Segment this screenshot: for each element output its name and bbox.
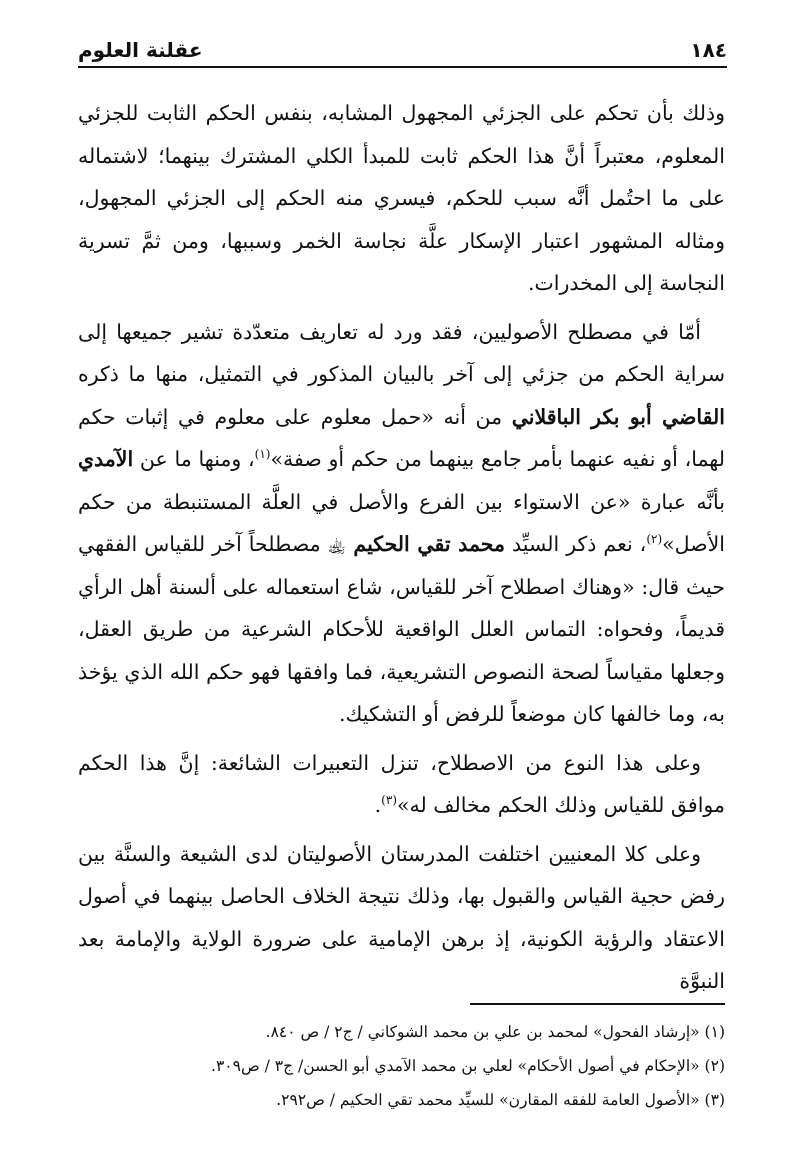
paragraph-4 (78, 833, 725, 1003)
paragraph-2 (78, 311, 725, 736)
paragraph-4-text: وعلى كلا المعنيين اختلفت المدرستان الأصوليتان لدى الشيعة والسنَّة بين رفض حجية القياس والقبول بها، وذلك نتيجة الخلاف الحاصل بينهما في أصول الاعتقاد والرؤية الكونية، إذ برهن الإمامية على ضرورة الولاية والإمامة بعد النبوَّة (78, 841, 725, 993)
paragraph-2-text-f: ﵀ مصطلحاً آخر للقياس الفقهي حيث قال: «وهناك اصطلاح آخر للقياس، شاع استعماله على ألسنة أهل الرأي قديماً، وفحواه: التماس العلل الواقعية للأحكام الشرعية من طريق العقل، وجعلها مقياساً لصحة النصوص التشريعية، فما وافقها فهو حكم الله الذي يؤخذ به، وما خالفها كان موضعاً للرفض أو التشكيك. (78, 532, 725, 726)
name-amidi: الآمدي (78, 447, 134, 471)
paragraph-2-text-e: ، نعم ذكر السيِّد (505, 532, 647, 556)
paragraph-2-text-a: أمّا في مصطلح الأصوليين، فقد ورد له تعاريف متعدّدة تشير جميعها إلى سراية الحكم من جزئي إلى آخر بالبيان المذكور في التمثيل، منها ما ذكره (78, 319, 725, 386)
footnote-2: (٢) «الإحكام في أصول الأحكام» لعلي بن محمد الآمدي أبو الحسن/ ج٣ / ص٣٠٩. (211, 1057, 725, 1075)
paragraph-1-text: وذلك بأن تحكم على الجزئي المجهول المشابه، بنفس الحكم الثابت للجزئي المعلوم، معتبراً أنَّ هذا الحكم ثابت للمبدأ الكلي المشترك بينهما؛ لاشتماله على ما احتُمل أنَّه سبب للحكم، فيسري منه الحكم إلى الجزئي المجهول، ومثاله المشهور اعتبار الإسكار علَّة نجاسة الخمر وسببها، ومن ثمَّ تسرية النجاسة إلى المخدرات. (78, 101, 725, 295)
paragraph-1 (78, 92, 725, 305)
paragraph-2-text-b: من أنه «حمل معلوم على معلوم في إثبات حكم لهما، أو نفيه عنهما بأمر جامع بينهما من حكم أو صفة» (78, 404, 725, 471)
page-header (78, 28, 727, 62)
footnote-1: (١) «إرشاد الفحول» لمحمد بن علي بن محمد الشوكاني / ج٢ / ص ٨٤٠. (265, 1023, 725, 1041)
paragraph-2-text-c: ، ومنها ما عن (133, 447, 255, 471)
header-divider (78, 66, 727, 68)
running-title: عقلنة العلوم (78, 38, 203, 62)
name-hakim: محمد تقي الحكيم (353, 532, 506, 556)
paragraph-3-tail: . (374, 793, 382, 817)
paragraph-3 (78, 742, 725, 827)
footnotes (78, 1015, 725, 1117)
page-number: ١٨٤ (690, 38, 727, 62)
paragraph-3-text: وعلى هذا النوع من الاصطلاح، تنزل التعبيرات الشائعة: إنَّ هذا الحكم موافق للقياس وذلك الحكم مخالف له» (78, 750, 725, 817)
footnote-ref-2[interactable]: (٢) (646, 532, 663, 547)
footnote-ref-3[interactable]: (٣) (381, 793, 397, 808)
footnote-ref-1[interactable]: (١) (254, 447, 271, 462)
footnote-divider (470, 1003, 725, 1005)
paragraph-2-text-d: بأنَّه عبارة «عن الاستواء بين الفرع والأصل في العلَّة المستنبطة من حكم الأصل» (78, 489, 726, 556)
main-text (78, 92, 725, 1009)
footnote-3: (٣) «الأصول العامة للفقه المقارن» للسيِّد محمد تقي الحكيم / ص٢٩٢. (276, 1091, 725, 1109)
name-baqillani: القاضي أبو بكر الباقلاني (511, 404, 725, 429)
